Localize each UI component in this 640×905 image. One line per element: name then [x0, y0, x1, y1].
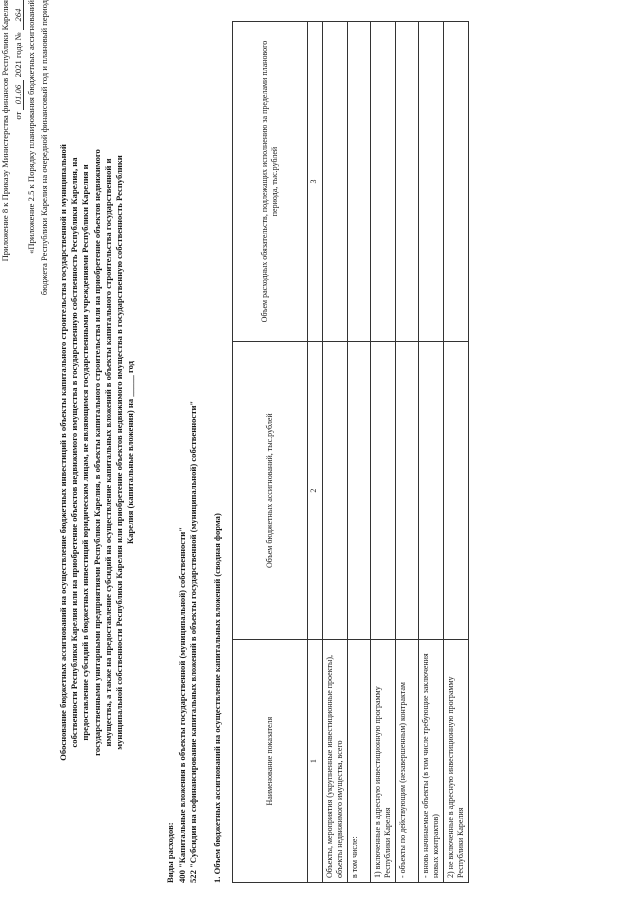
table-row: Объекты, мероприятия (укрупненные инвестиционные проекты), объекты недвижимого имущества, всего	[323, 22, 348, 883]
appendix-line-3: «Приложение 2.5 к Порядку планирования бюджетных ассигнований	[26, 0, 37, 254]
appendix-line-2: от 01.06 2021 года № 264	[13, 0, 25, 380]
order-number-field: 264	[13, 0, 25, 30]
table-row: в том числе:	[348, 22, 371, 883]
expense-kinds-label: Виды расходов:	[165, 822, 175, 883]
col-header-obligations: Объем расходных обязательств, подлежащих исполнению за пределами планового периода, тыс.рублей	[233, 22, 308, 342]
table-row: 2) не включенные в адресную инвестиционную программу Республики Карелия	[444, 22, 469, 883]
table-row: - объекты по действующим (незавершенным) контрактам	[396, 22, 419, 883]
section-heading: 1. Объем бюджетных ассигнований на осуществление капитальных вложений (сводная форма)	[212, 513, 222, 883]
appendix-line-4: бюджета Республики Карелия на очередной финансовый год и плановый период	[39, 0, 50, 296]
document-title: Обоснование бюджетных ассигнований на осуществление бюджетных инвестиций в объекты капитального строительства государственной и муниципальной собственности Республики Карелия или на приобретение объектов недвижимого имущества в государственную собственность Республики Карелия, на предоставление субсидий в бюджетных инвестиций юридическим лицам, не являющимся государственными учреждениями Республики Карелия и государственными унитарными предприятиями Республики Карелия, в объекты капитального строительства или на приобретение объектов недвижимого имущества, а также на предоставление субсидий на осуществление капитальных вложений в объекты капитального строительства государственной и муниципальной собственности Республики Карелия или приобретение объектов недвижимого имущества в государственную собственность Республики Карелия (капитальные вложения) на _____ год	[58, 144, 136, 761]
col-header-volume: Объем бюджетных ассигнований, тыс.рублей	[233, 342, 308, 640]
expense-kinds	[165, 22, 200, 883]
investment-table	[232, 21, 469, 883]
table-row: - вновь начинаемые объекты (в том числе требующие заключения новых контрактов)	[419, 22, 444, 883]
col-header-indicator: Наименование показателя	[233, 640, 308, 883]
expense-kind-522: 522 "Субсидии на софинансирование капитальных вложений в объекты государственной (муниципальной) собственности"	[188, 400, 199, 883]
date-field: 01.06	[13, 80, 25, 110]
appendix-header	[0, 0, 52, 380]
appendix-line-1: Приложение 8 к Приказу Министерства финансов Республики Карелия	[0, 0, 10, 262]
table-header-row	[233, 22, 308, 883]
expense-kind-400: 400 "Капитальные вложения в объекты государственной (муниципальной) собственности"	[176, 526, 187, 883]
table-number-row: 1 2 3	[308, 22, 323, 883]
table-row: 1) включенные в адресную инвестиционную программу Республики Карелия	[371, 22, 396, 883]
